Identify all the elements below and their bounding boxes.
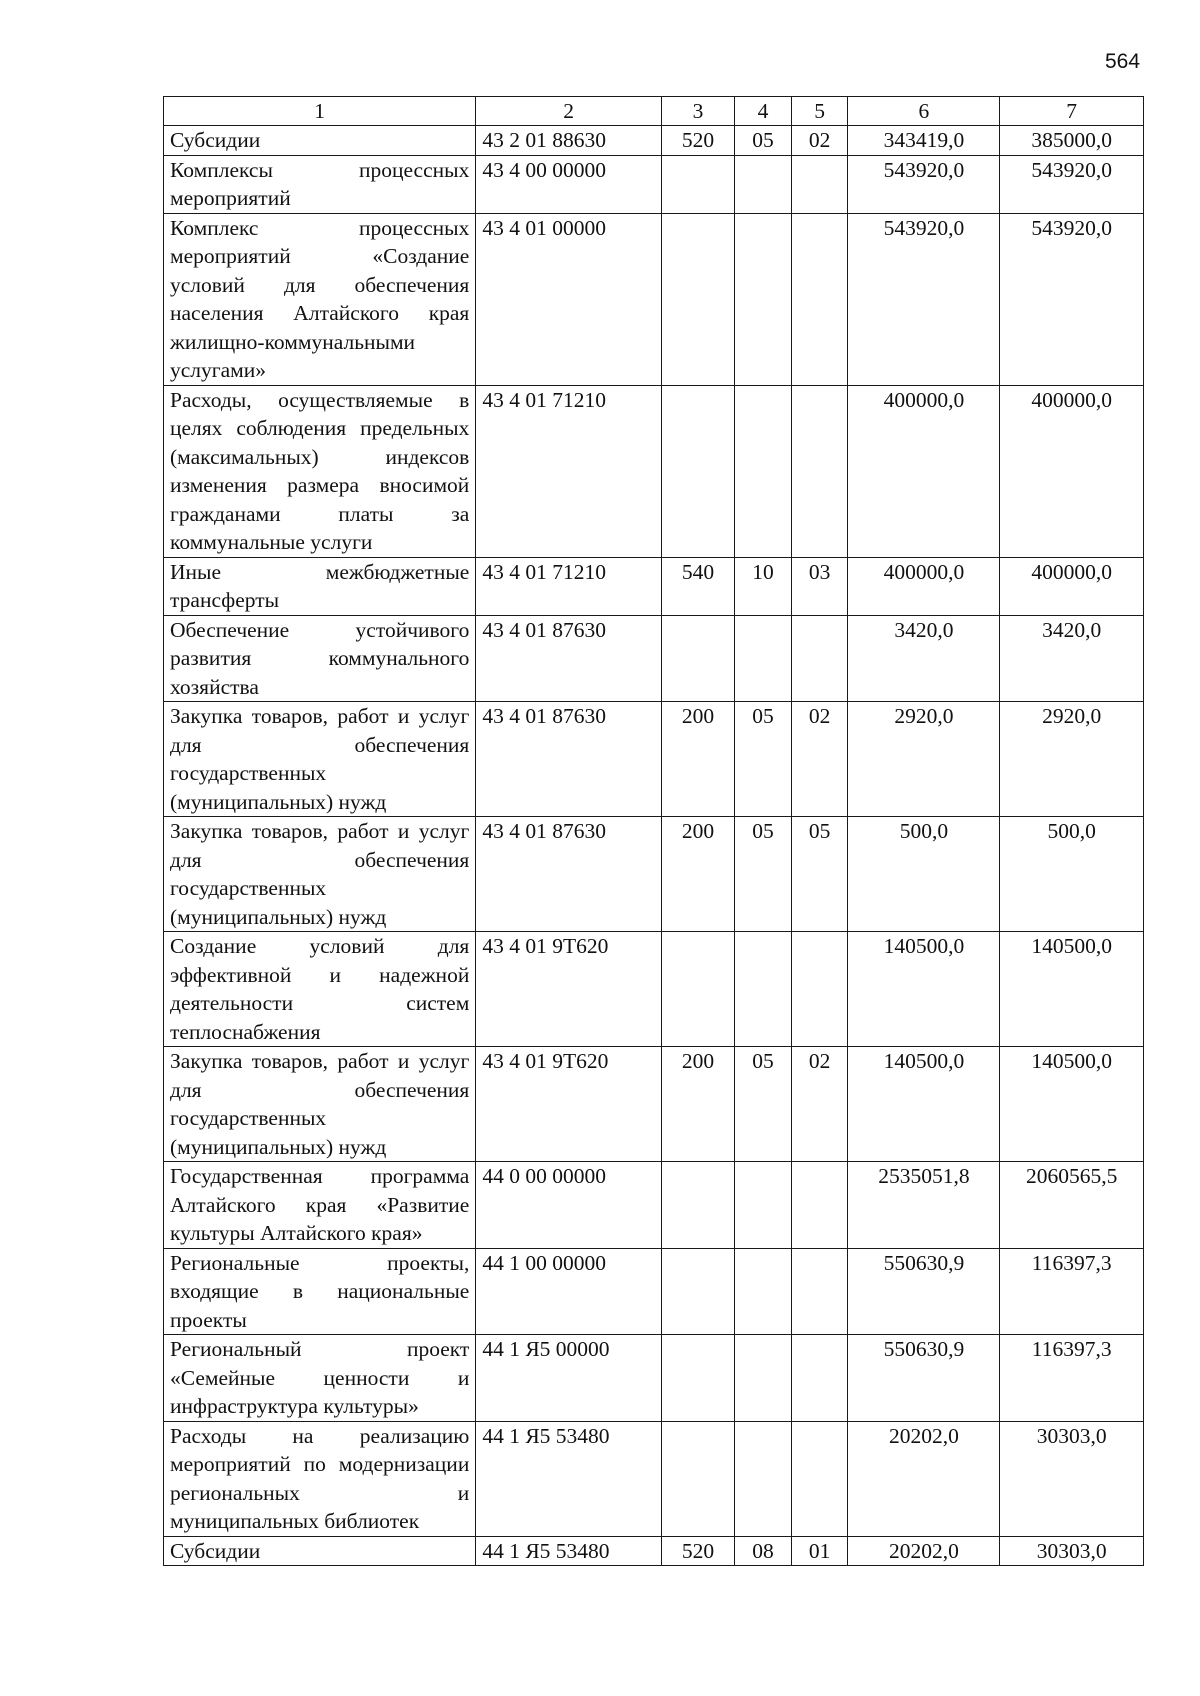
row-col5-cell: 01	[791, 1536, 848, 1566]
row-col6-value-cell: 2920,0	[848, 702, 1000, 817]
column-header: 2	[476, 97, 662, 126]
row-col3-cell	[661, 213, 734, 385]
row-name-cell: Субсидии	[164, 1536, 476, 1566]
row-code-cell: 44 1 00 00000	[476, 1248, 662, 1335]
row-col4-cell	[735, 615, 792, 702]
row-col5-cell	[791, 1162, 848, 1249]
row-col5-cell	[791, 1335, 848, 1422]
row-col3-cell: 540	[661, 557, 734, 615]
row-code-cell: 43 4 01 71210	[476, 385, 662, 557]
row-col6-value-cell: 400000,0	[848, 557, 1000, 615]
table-row	[164, 155, 1144, 213]
row-code-cell: 43 4 01 71210	[476, 557, 662, 615]
row-col7-value-cell: 30303,0	[1000, 1536, 1144, 1566]
row-name-cell: Региональные проекты, входящие в национальные проекты	[164, 1248, 476, 1335]
row-code-cell: 43 4 00 00000	[476, 155, 662, 213]
row-col5-cell: 05	[791, 817, 848, 932]
row-name-cell: Комплексы процессных мероприятий	[164, 155, 476, 213]
row-col3-cell	[661, 155, 734, 213]
row-col7-value-cell: 116397,3	[1000, 1335, 1144, 1422]
row-name-cell: Закупка товаров, работ и услуг для обеспечения государственных (муниципальных) нужд	[164, 817, 476, 932]
table-body	[164, 97, 1144, 1566]
row-col5-cell	[791, 155, 848, 213]
row-code-cell: 44 0 00 00000	[476, 1162, 662, 1249]
row-col6-value-cell: 500,0	[848, 817, 1000, 932]
row-code-cell: 44 1 Я5 00000	[476, 1335, 662, 1422]
table-row	[164, 1162, 1144, 1249]
row-name-cell: Региональный проект «Семейные ценности и инфраструктура культуры»	[164, 1335, 476, 1422]
row-col7-value-cell: 140500,0	[1000, 932, 1144, 1047]
row-col5-cell	[791, 615, 848, 702]
row-col7-value-cell: 543920,0	[1000, 213, 1144, 385]
table-row	[164, 1536, 1144, 1566]
table-row	[164, 1248, 1144, 1335]
row-col4-cell: 08	[735, 1536, 792, 1566]
row-col4-cell: 05	[735, 126, 792, 156]
table-row	[164, 385, 1144, 557]
row-col3-cell	[661, 1162, 734, 1249]
row-code-cell: 43 4 01 9Т620	[476, 1047, 662, 1162]
row-code-cell: 44 1 Я5 53480	[476, 1536, 662, 1566]
row-col6-value-cell: 543920,0	[848, 155, 1000, 213]
row-name-cell: Расходы на реализацию мероприятий по модернизации региональных и муниципальных библиотек	[164, 1421, 476, 1536]
row-col5-cell: 02	[791, 1047, 848, 1162]
row-code-cell: 43 4 01 9Т620	[476, 932, 662, 1047]
row-code-cell: 44 1 Я5 53480	[476, 1421, 662, 1536]
table-row	[164, 702, 1144, 817]
row-code-cell: 43 2 01 88630	[476, 126, 662, 156]
row-col4-cell	[735, 213, 792, 385]
row-col3-cell	[661, 1335, 734, 1422]
table-row	[164, 1421, 1144, 1536]
page-number: 564	[1105, 50, 1141, 73]
row-col5-cell	[791, 213, 848, 385]
row-name-cell: Государственная программа Алтайского края «Развитие культуры Алтайского края»	[164, 1162, 476, 1249]
column-header: 1	[164, 97, 476, 126]
column-header: 7	[1000, 97, 1144, 126]
row-col7-value-cell: 2920,0	[1000, 702, 1144, 817]
row-col7-value-cell: 500,0	[1000, 817, 1144, 932]
row-col5-cell	[791, 385, 848, 557]
row-col6-value-cell: 343419,0	[848, 126, 1000, 156]
table-row	[164, 1335, 1144, 1422]
row-col3-cell	[661, 1421, 734, 1536]
row-col3-cell: 200	[661, 1047, 734, 1162]
table-row	[164, 557, 1144, 615]
row-name-cell: Расходы, осуществляемые в целях соблюдения предельных (максимальных) индексов изменения размера вносимой гражданами платы за коммунальные услуги	[164, 385, 476, 557]
row-col3-cell: 200	[661, 817, 734, 932]
row-col6-value-cell: 543920,0	[848, 213, 1000, 385]
row-name-cell: Обеспечение устойчивого развития коммунального хозяйства	[164, 615, 476, 702]
row-col4-cell	[735, 385, 792, 557]
budget-table	[163, 96, 1144, 1566]
row-name-cell: Комплекс процессных мероприятий «Создание условий для обеспечения населения Алтайского края жилищно-коммунальными услугами»	[164, 213, 476, 385]
row-name-cell: Закупка товаров, работ и услуг для обеспечения государственных (муниципальных) нужд	[164, 702, 476, 817]
row-col7-value-cell: 116397,3	[1000, 1248, 1144, 1335]
row-col7-value-cell: 140500,0	[1000, 1047, 1144, 1162]
row-col3-cell	[661, 932, 734, 1047]
row-col3-cell: 200	[661, 702, 734, 817]
row-col5-cell: 03	[791, 557, 848, 615]
row-col3-cell	[661, 615, 734, 702]
column-header: 4	[735, 97, 792, 126]
row-col3-cell: 520	[661, 1536, 734, 1566]
row-col6-value-cell: 140500,0	[848, 1047, 1000, 1162]
row-col6-value-cell: 400000,0	[848, 385, 1000, 557]
row-col7-value-cell: 543920,0	[1000, 155, 1144, 213]
row-code-cell: 43 4 01 87630	[476, 817, 662, 932]
row-col4-cell	[735, 155, 792, 213]
row-col6-value-cell: 550630,9	[848, 1335, 1000, 1422]
row-col4-cell: 05	[735, 702, 792, 817]
table-row	[164, 126, 1144, 156]
row-code-cell: 43 4 01 87630	[476, 702, 662, 817]
row-col4-cell: 10	[735, 557, 792, 615]
row-col5-cell	[791, 932, 848, 1047]
table-row	[164, 213, 1144, 385]
row-col3-cell: 520	[661, 126, 734, 156]
row-col4-cell	[735, 1162, 792, 1249]
row-col7-value-cell: 3420,0	[1000, 615, 1144, 702]
row-col5-cell	[791, 1421, 848, 1536]
row-code-cell: 43 4 01 87630	[476, 615, 662, 702]
row-col3-cell	[661, 1248, 734, 1335]
row-col4-cell	[735, 1421, 792, 1536]
row-col4-cell: 05	[735, 1047, 792, 1162]
table-row	[164, 817, 1144, 932]
row-col7-value-cell: 400000,0	[1000, 557, 1144, 615]
row-col4-cell	[735, 1248, 792, 1335]
row-col4-cell	[735, 1335, 792, 1422]
table-row	[164, 615, 1144, 702]
row-col6-value-cell: 140500,0	[848, 932, 1000, 1047]
column-header: 6	[848, 97, 1000, 126]
table-row	[164, 932, 1144, 1047]
row-col7-value-cell: 30303,0	[1000, 1421, 1144, 1536]
row-col4-cell: 05	[735, 817, 792, 932]
row-col6-value-cell: 20202,0	[848, 1421, 1000, 1536]
row-col7-value-cell: 2060565,5	[1000, 1162, 1144, 1249]
row-col7-value-cell: 385000,0	[1000, 126, 1144, 156]
row-col6-value-cell: 3420,0	[848, 615, 1000, 702]
column-header: 5	[791, 97, 848, 126]
row-col5-cell: 02	[791, 702, 848, 817]
row-col5-cell: 02	[791, 126, 848, 156]
row-name-cell: Иные межбюджетные трансферты	[164, 557, 476, 615]
column-header: 3	[661, 97, 734, 126]
row-name-cell: Создание условий для эффективной и надежной деятельности систем теплоснабжения	[164, 932, 476, 1047]
row-col5-cell	[791, 1248, 848, 1335]
row-col7-value-cell: 400000,0	[1000, 385, 1144, 557]
row-col4-cell	[735, 932, 792, 1047]
row-col6-value-cell: 550630,9	[848, 1248, 1000, 1335]
row-name-cell: Субсидии	[164, 126, 476, 156]
row-code-cell: 43 4 01 00000	[476, 213, 662, 385]
row-col6-value-cell: 2535051,8	[848, 1162, 1000, 1249]
row-col6-value-cell: 20202,0	[848, 1536, 1000, 1566]
table-header-row	[164, 97, 1144, 126]
row-col3-cell	[661, 385, 734, 557]
row-name-cell: Закупка товаров, работ и услуг для обеспечения государственных (муниципальных) нужд	[164, 1047, 476, 1162]
table-row	[164, 1047, 1144, 1162]
